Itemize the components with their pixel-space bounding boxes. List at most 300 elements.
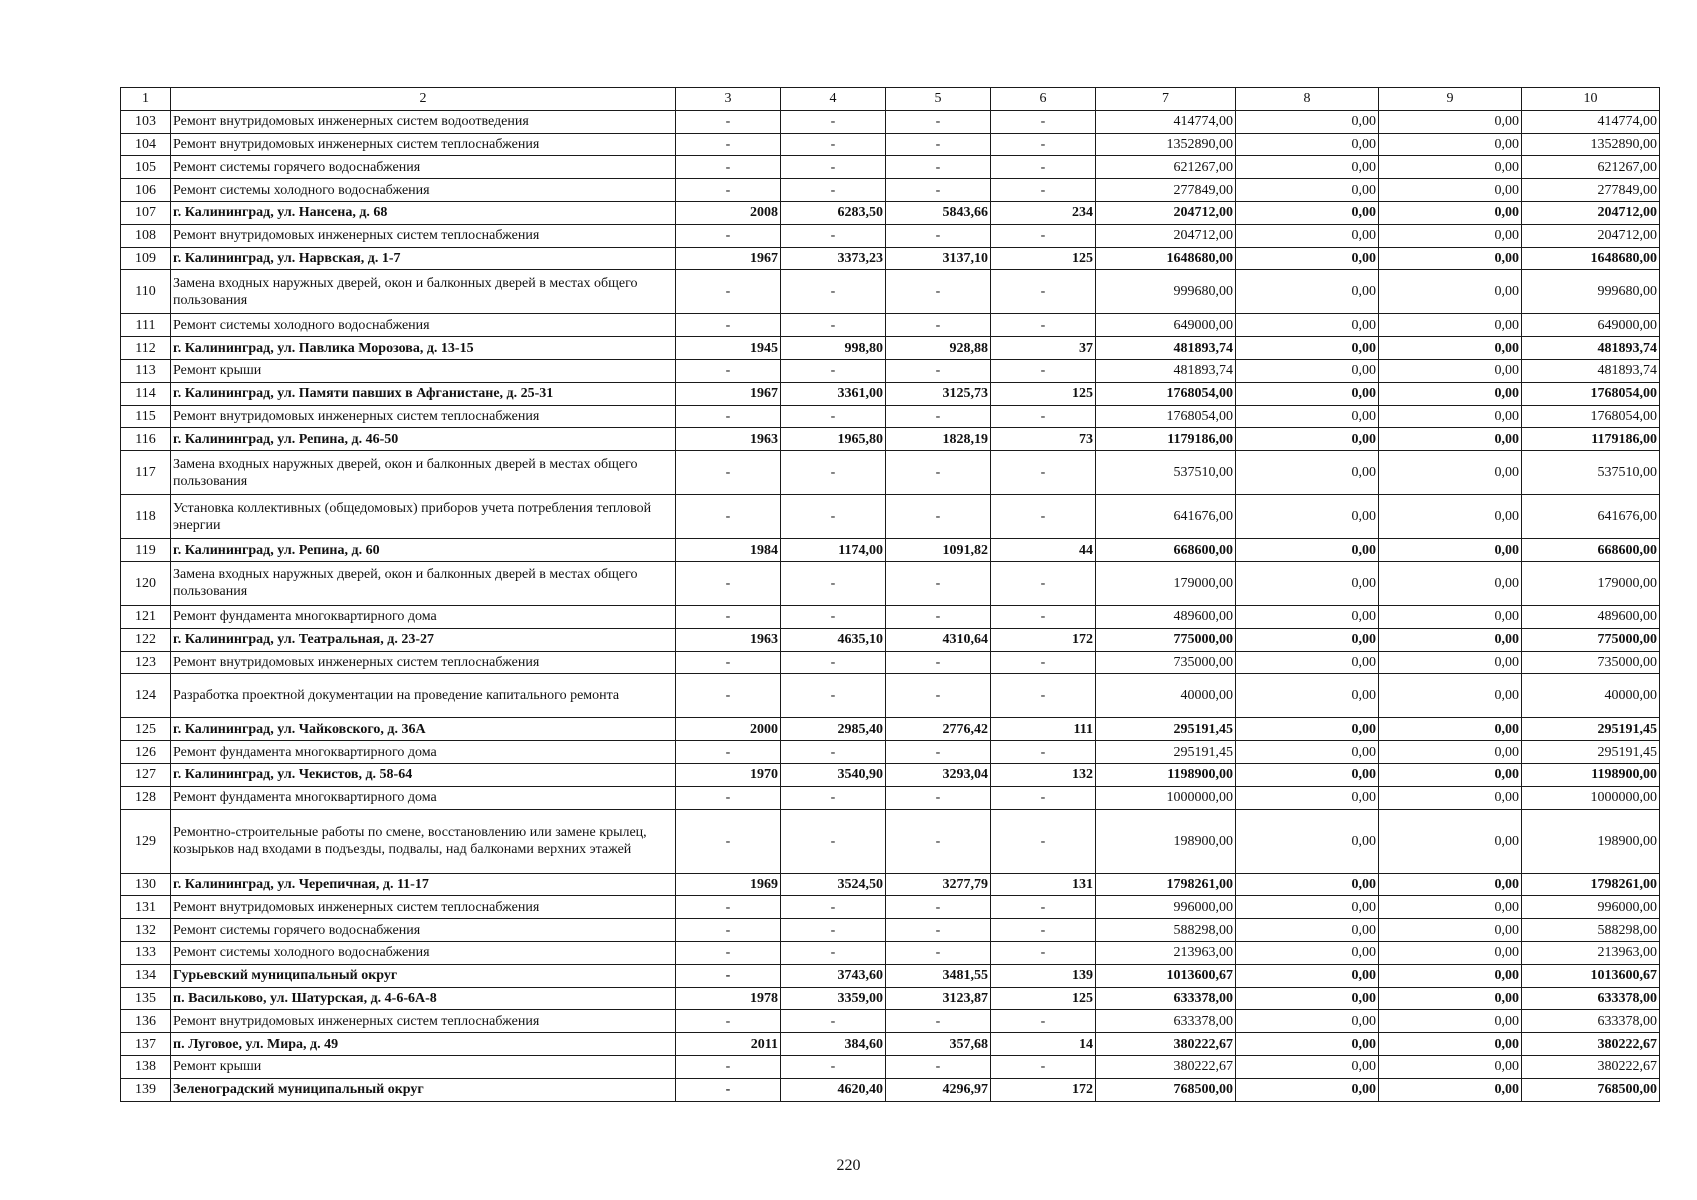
row-number: 120 xyxy=(121,561,171,605)
residential-area: - xyxy=(886,786,991,809)
column-number-10: 10 xyxy=(1522,88,1660,111)
commissioning-year: - xyxy=(676,896,781,919)
row-name: Ремонт системы горячего водоснабжения xyxy=(171,156,676,179)
commissioning-year: - xyxy=(676,224,781,247)
total-area: - xyxy=(781,110,886,133)
row-name: Ремонт внутридомовых инженерных систем теплоснабжения xyxy=(171,896,676,919)
row-number: 133 xyxy=(121,941,171,964)
commissioning-year: 1967 xyxy=(676,247,781,270)
row-name: Ремонт внутридомовых инженерных систем теплоснабжения xyxy=(171,405,676,428)
total-area: 384,60 xyxy=(781,1033,886,1056)
column-number-row xyxy=(121,88,1660,111)
row-number: 104 xyxy=(121,133,171,156)
cost-col-9: 0,00 xyxy=(1379,201,1522,224)
cost-col-9: 0,00 xyxy=(1379,1078,1522,1101)
commissioning-year: 1963 xyxy=(676,628,781,651)
residents-count: - xyxy=(991,741,1096,764)
row-name: г. Калининград, ул. Чекистов, д. 58-64 xyxy=(171,763,676,786)
residential-area: - xyxy=(886,156,991,179)
residents-count: 172 xyxy=(991,1078,1096,1101)
commissioning-year: - xyxy=(676,786,781,809)
row-number: 106 xyxy=(121,179,171,202)
commissioning-year: - xyxy=(676,964,781,987)
row-name: Ремонт крыши xyxy=(171,359,676,382)
total-cost: 414774,00 xyxy=(1096,110,1236,133)
cost-col-8: 0,00 xyxy=(1236,495,1379,539)
table-row xyxy=(121,179,1660,202)
row-name: Ремонт внутридомовых инженерных систем теплоснабжения xyxy=(171,1010,676,1033)
table-row xyxy=(121,651,1660,674)
row-number: 103 xyxy=(121,110,171,133)
cost-col-10: 1768054,00 xyxy=(1522,405,1660,428)
total-cost: 1000000,00 xyxy=(1096,786,1236,809)
total-cost: 641676,00 xyxy=(1096,495,1236,539)
residential-area: - xyxy=(886,495,991,539)
cost-col-8: 0,00 xyxy=(1236,741,1379,764)
row-name: Ремонт фундамента многоквартирного дома xyxy=(171,786,676,809)
residents-count: 132 xyxy=(991,763,1096,786)
commissioning-year: - xyxy=(676,314,781,337)
row-name: Ремонт системы холодного водоснабжения xyxy=(171,941,676,964)
commissioning-year: 1970 xyxy=(676,763,781,786)
commissioning-year: 2008 xyxy=(676,201,781,224)
cost-col-10: 999680,00 xyxy=(1522,270,1660,314)
residents-count: 37 xyxy=(991,337,1096,360)
cost-col-9: 0,00 xyxy=(1379,741,1522,764)
total-cost: 649000,00 xyxy=(1096,314,1236,337)
cost-col-8: 0,00 xyxy=(1236,539,1379,562)
cost-col-8: 0,00 xyxy=(1236,651,1379,674)
commissioning-year: - xyxy=(676,110,781,133)
cost-col-8: 0,00 xyxy=(1236,718,1379,741)
total-area: 6283,50 xyxy=(781,201,886,224)
row-number: 118 xyxy=(121,495,171,539)
row-name: Ремонт фундамента многоквартирного дома xyxy=(171,741,676,764)
commissioning-year: 1969 xyxy=(676,873,781,896)
total-cost: 295191,45 xyxy=(1096,741,1236,764)
commissioning-year: - xyxy=(676,651,781,674)
row-number: 105 xyxy=(121,156,171,179)
residents-count: 14 xyxy=(991,1033,1096,1056)
total-area: 4620,40 xyxy=(781,1078,886,1101)
row-number: 123 xyxy=(121,651,171,674)
cost-col-8: 0,00 xyxy=(1236,941,1379,964)
cost-col-8: 0,00 xyxy=(1236,896,1379,919)
cost-col-9: 0,00 xyxy=(1379,156,1522,179)
row-name: г. Калининград, ул. Памяти павших в Афганистане, д. 25-31 xyxy=(171,382,676,405)
cost-col-8: 0,00 xyxy=(1236,763,1379,786)
residents-count: - xyxy=(991,674,1096,718)
table-row xyxy=(121,1033,1660,1056)
column-number-2: 2 xyxy=(171,88,676,111)
residential-area: - xyxy=(886,133,991,156)
residents-count: - xyxy=(991,270,1096,314)
cost-col-10: 775000,00 xyxy=(1522,628,1660,651)
residents-count: - xyxy=(991,156,1096,179)
table-row xyxy=(121,156,1660,179)
total-area: 4635,10 xyxy=(781,628,886,651)
table-row xyxy=(121,941,1660,964)
cost-col-10: 735000,00 xyxy=(1522,651,1660,674)
cost-col-8: 0,00 xyxy=(1236,873,1379,896)
residents-count: - xyxy=(991,110,1096,133)
residential-area: - xyxy=(886,270,991,314)
residents-count: 125 xyxy=(991,382,1096,405)
cost-col-8: 0,00 xyxy=(1236,1033,1379,1056)
residential-area: 3293,04 xyxy=(886,763,991,786)
row-number: 135 xyxy=(121,987,171,1010)
column-number-6: 6 xyxy=(991,88,1096,111)
total-area: - xyxy=(781,270,886,314)
commissioning-year: - xyxy=(676,941,781,964)
total-cost: 1352890,00 xyxy=(1096,133,1236,156)
total-cost: 621267,00 xyxy=(1096,156,1236,179)
total-area: - xyxy=(781,359,886,382)
total-area: - xyxy=(781,605,886,628)
cost-col-9: 0,00 xyxy=(1379,539,1522,562)
row-number: 115 xyxy=(121,405,171,428)
row-number: 130 xyxy=(121,873,171,896)
total-cost: 996000,00 xyxy=(1096,896,1236,919)
residential-area: 3123,87 xyxy=(886,987,991,1010)
cost-col-8: 0,00 xyxy=(1236,1055,1379,1078)
cost-col-8: 0,00 xyxy=(1236,405,1379,428)
total-area: - xyxy=(781,495,886,539)
residents-count: 111 xyxy=(991,718,1096,741)
total-area: - xyxy=(781,674,886,718)
residents-count: - xyxy=(991,651,1096,674)
residents-count: - xyxy=(991,495,1096,539)
cost-col-8: 0,00 xyxy=(1236,382,1379,405)
total-area: - xyxy=(781,919,886,942)
row-name: Ремонт внутридомовых инженерных систем теплоснабжения xyxy=(171,224,676,247)
cost-col-9: 0,00 xyxy=(1379,987,1522,1010)
cost-col-10: 1179186,00 xyxy=(1522,428,1660,451)
cost-col-8: 0,00 xyxy=(1236,179,1379,202)
row-name: Ремонт системы горячего водоснабжения xyxy=(171,919,676,942)
cost-col-8: 0,00 xyxy=(1236,919,1379,942)
residential-area: - xyxy=(886,651,991,674)
row-number: 116 xyxy=(121,428,171,451)
total-cost: 204712,00 xyxy=(1096,201,1236,224)
row-name: Разработка проектной документации на проведение капитального ремонта xyxy=(171,674,676,718)
cost-col-8: 0,00 xyxy=(1236,133,1379,156)
table-row xyxy=(121,987,1660,1010)
cost-col-8: 0,00 xyxy=(1236,247,1379,270)
row-name: г. Калининград, ул. Чайковского, д. 36А xyxy=(171,718,676,741)
row-number: 110 xyxy=(121,270,171,314)
residential-area: - xyxy=(886,451,991,495)
total-cost: 588298,00 xyxy=(1096,919,1236,942)
cost-col-8: 0,00 xyxy=(1236,674,1379,718)
total-area: - xyxy=(781,156,886,179)
total-area: 2985,40 xyxy=(781,718,886,741)
total-area: - xyxy=(781,896,886,919)
row-number: 113 xyxy=(121,359,171,382)
row-name: п. Луговое, ул. Мира, д. 49 xyxy=(171,1033,676,1056)
table-row xyxy=(121,718,1660,741)
page-number: 220 xyxy=(836,1157,861,1174)
cost-col-9: 0,00 xyxy=(1379,1055,1522,1078)
cost-col-8: 0,00 xyxy=(1236,964,1379,987)
total-cost: 537510,00 xyxy=(1096,451,1236,495)
cost-col-9: 0,00 xyxy=(1379,873,1522,896)
cost-col-9: 0,00 xyxy=(1379,405,1522,428)
total-area: - xyxy=(781,179,886,202)
cost-col-9: 0,00 xyxy=(1379,561,1522,605)
residents-count: 44 xyxy=(991,539,1096,562)
total-cost: 768500,00 xyxy=(1096,1078,1236,1101)
cost-col-9: 0,00 xyxy=(1379,382,1522,405)
total-area: 3359,00 xyxy=(781,987,886,1010)
total-area: 3373,23 xyxy=(781,247,886,270)
total-area: - xyxy=(781,561,886,605)
row-number: 139 xyxy=(121,1078,171,1101)
table-row xyxy=(121,561,1660,605)
table-row xyxy=(121,382,1660,405)
table-row xyxy=(121,495,1660,539)
residents-count: - xyxy=(991,179,1096,202)
table-row xyxy=(121,201,1660,224)
residents-count: - xyxy=(991,919,1096,942)
cost-col-10: 641676,00 xyxy=(1522,495,1660,539)
cost-col-9: 0,00 xyxy=(1379,451,1522,495)
row-number: 122 xyxy=(121,628,171,651)
row-name: Зеленоградский муниципальный округ xyxy=(171,1078,676,1101)
commissioning-year: - xyxy=(676,674,781,718)
commissioning-year: - xyxy=(676,270,781,314)
residents-count: - xyxy=(991,133,1096,156)
total-cost: 204712,00 xyxy=(1096,224,1236,247)
residents-count: 172 xyxy=(991,628,1096,651)
cost-col-9: 0,00 xyxy=(1379,270,1522,314)
cost-col-10: 633378,00 xyxy=(1522,1010,1660,1033)
table-row xyxy=(121,1078,1660,1101)
residential-area: - xyxy=(886,1055,991,1078)
total-cost: 481893,74 xyxy=(1096,359,1236,382)
table-row xyxy=(121,359,1660,382)
total-area: - xyxy=(781,741,886,764)
row-number: 134 xyxy=(121,964,171,987)
row-name: Ремонт системы холодного водоснабжения xyxy=(171,314,676,337)
residents-count: - xyxy=(991,359,1096,382)
residential-area: - xyxy=(886,179,991,202)
table-row xyxy=(121,428,1660,451)
cost-col-10: 414774,00 xyxy=(1522,110,1660,133)
cost-col-10: 295191,45 xyxy=(1522,741,1660,764)
table-row xyxy=(121,964,1660,987)
column-number-1: 1 xyxy=(121,88,171,111)
residential-area: 1828,19 xyxy=(886,428,991,451)
residents-count: 139 xyxy=(991,964,1096,987)
total-cost: 1013600,67 xyxy=(1096,964,1236,987)
cost-col-9: 0,00 xyxy=(1379,718,1522,741)
commissioning-year: 1945 xyxy=(676,337,781,360)
total-cost: 999680,00 xyxy=(1096,270,1236,314)
row-name: Ремонт крыши xyxy=(171,1055,676,1078)
row-name: Гурьевский муниципальный округ xyxy=(171,964,676,987)
row-name: Ремонт внутридомовых инженерных систем теплоснабжения xyxy=(171,651,676,674)
total-area: - xyxy=(781,941,886,964)
total-area: 1965,80 xyxy=(781,428,886,451)
cost-col-10: 204712,00 xyxy=(1522,224,1660,247)
total-area: - xyxy=(781,224,886,247)
total-area: - xyxy=(781,1010,886,1033)
total-cost: 213963,00 xyxy=(1096,941,1236,964)
residential-area: - xyxy=(886,561,991,605)
residents-count: 125 xyxy=(991,987,1096,1010)
total-cost: 179000,00 xyxy=(1096,561,1236,605)
residential-area: - xyxy=(886,919,991,942)
table-row xyxy=(121,405,1660,428)
cost-col-9: 0,00 xyxy=(1379,133,1522,156)
table-row xyxy=(121,539,1660,562)
residential-area: 3137,10 xyxy=(886,247,991,270)
total-area: - xyxy=(781,1055,886,1078)
residents-count: - xyxy=(991,896,1096,919)
residential-area: - xyxy=(886,110,991,133)
table-row xyxy=(121,763,1660,786)
row-name: п. Васильково, ул. Шатурская, д. 4-6-6А-8 xyxy=(171,987,676,1010)
total-area: - xyxy=(781,809,886,873)
total-cost: 775000,00 xyxy=(1096,628,1236,651)
cost-col-9: 0,00 xyxy=(1379,359,1522,382)
total-cost: 1198900,00 xyxy=(1096,763,1236,786)
residential-area: 928,88 xyxy=(886,337,991,360)
cost-col-10: 1648680,00 xyxy=(1522,247,1660,270)
row-name: Установка коллективных (общедомовых) приборов учета потребления тепловой энергии xyxy=(171,495,676,539)
cost-col-10: 179000,00 xyxy=(1522,561,1660,605)
cost-col-9: 0,00 xyxy=(1379,941,1522,964)
row-name: Замена входных наружных дверей, окон и балконных дверей в местах общего пользования xyxy=(171,270,676,314)
cost-col-9: 0,00 xyxy=(1379,628,1522,651)
total-cost: 40000,00 xyxy=(1096,674,1236,718)
row-number: 112 xyxy=(121,337,171,360)
table-row xyxy=(121,741,1660,764)
commissioning-year: - xyxy=(676,179,781,202)
cost-col-10: 668600,00 xyxy=(1522,539,1660,562)
commissioning-year: - xyxy=(676,919,781,942)
cost-col-8: 0,00 xyxy=(1236,451,1379,495)
residents-count: - xyxy=(991,451,1096,495)
row-name: г. Калининград, ул. Репина, д. 60 xyxy=(171,539,676,562)
row-number: 121 xyxy=(121,605,171,628)
row-number: 125 xyxy=(121,718,171,741)
row-number: 137 xyxy=(121,1033,171,1056)
column-number-5: 5 xyxy=(886,88,991,111)
row-name: Замена входных наружных дверей, окон и балконных дверей в местах общего пользования xyxy=(171,561,676,605)
commissioning-year: 2000 xyxy=(676,718,781,741)
cost-col-10: 481893,74 xyxy=(1522,337,1660,360)
cost-col-10: 295191,45 xyxy=(1522,718,1660,741)
column-number-4: 4 xyxy=(781,88,886,111)
commissioning-year: 1967 xyxy=(676,382,781,405)
cost-col-8: 0,00 xyxy=(1236,314,1379,337)
total-area: 1174,00 xyxy=(781,539,886,562)
row-number: 107 xyxy=(121,201,171,224)
row-name: Ремонт внутридомовых инженерных систем теплоснабжения xyxy=(171,133,676,156)
cost-col-10: 40000,00 xyxy=(1522,674,1660,718)
commissioning-year: - xyxy=(676,405,781,428)
table-row xyxy=(121,605,1660,628)
cost-col-10: 1000000,00 xyxy=(1522,786,1660,809)
residential-area: 5843,66 xyxy=(886,201,991,224)
cost-col-8: 0,00 xyxy=(1236,110,1379,133)
table-row xyxy=(121,919,1660,942)
row-number: 124 xyxy=(121,674,171,718)
cost-col-10: 1198900,00 xyxy=(1522,763,1660,786)
commissioning-year: - xyxy=(676,359,781,382)
cost-col-9: 0,00 xyxy=(1379,247,1522,270)
cost-col-9: 0,00 xyxy=(1379,896,1522,919)
total-cost: 489600,00 xyxy=(1096,605,1236,628)
column-number-7: 7 xyxy=(1096,88,1236,111)
table-row xyxy=(121,451,1660,495)
commissioning-year: - xyxy=(676,451,781,495)
residential-area: 3277,79 xyxy=(886,873,991,896)
cost-col-9: 0,00 xyxy=(1379,495,1522,539)
cost-col-8: 0,00 xyxy=(1236,987,1379,1010)
total-area: - xyxy=(781,451,886,495)
row-name: Ремонт внутридомовых инженерных систем водоотведения xyxy=(171,110,676,133)
residential-area: - xyxy=(886,674,991,718)
residents-count: 131 xyxy=(991,873,1096,896)
cost-col-10: 204712,00 xyxy=(1522,201,1660,224)
residential-area: - xyxy=(886,809,991,873)
row-name: г. Калининград, ул. Репина, д. 46-50 xyxy=(171,428,676,451)
residential-area: - xyxy=(886,359,991,382)
cost-col-10: 198900,00 xyxy=(1522,809,1660,873)
cost-col-9: 0,00 xyxy=(1379,809,1522,873)
row-number: 114 xyxy=(121,382,171,405)
cost-col-10: 213963,00 xyxy=(1522,941,1660,964)
cost-col-10: 1013600,67 xyxy=(1522,964,1660,987)
cost-col-10: 996000,00 xyxy=(1522,896,1660,919)
table-row xyxy=(121,247,1660,270)
row-number: 111 xyxy=(121,314,171,337)
cost-col-9: 0,00 xyxy=(1379,110,1522,133)
cost-col-10: 277849,00 xyxy=(1522,179,1660,202)
cost-col-8: 0,00 xyxy=(1236,809,1379,873)
table-row xyxy=(121,270,1660,314)
total-area: 3540,90 xyxy=(781,763,886,786)
residents-count: - xyxy=(991,314,1096,337)
residents-count: - xyxy=(991,224,1096,247)
cost-col-8: 0,00 xyxy=(1236,337,1379,360)
residential-area: 4296,97 xyxy=(886,1078,991,1101)
cost-col-10: 588298,00 xyxy=(1522,919,1660,942)
cost-col-10: 768500,00 xyxy=(1522,1078,1660,1101)
cost-col-8: 0,00 xyxy=(1236,1010,1379,1033)
row-number: 109 xyxy=(121,247,171,270)
row-number: 126 xyxy=(121,741,171,764)
residential-area: - xyxy=(886,314,991,337)
commissioning-year: - xyxy=(676,605,781,628)
residents-count: - xyxy=(991,1055,1096,1078)
residents-count: - xyxy=(991,1010,1096,1033)
row-name: Ремонтно-строительные работы по смене, восстановлению или замене крылец, козырьков над входами в подъезды, подвалы, над балконами верхних этажей xyxy=(171,809,676,873)
table-row xyxy=(121,628,1660,651)
cost-col-8: 0,00 xyxy=(1236,156,1379,179)
commissioning-year: - xyxy=(676,809,781,873)
total-cost: 668600,00 xyxy=(1096,539,1236,562)
row-name: г. Калининград, ул. Нарвская, д. 1-7 xyxy=(171,247,676,270)
table-row xyxy=(121,786,1660,809)
table-row xyxy=(121,674,1660,718)
row-number: 127 xyxy=(121,763,171,786)
commissioning-year: - xyxy=(676,1010,781,1033)
row-number: 132 xyxy=(121,919,171,942)
